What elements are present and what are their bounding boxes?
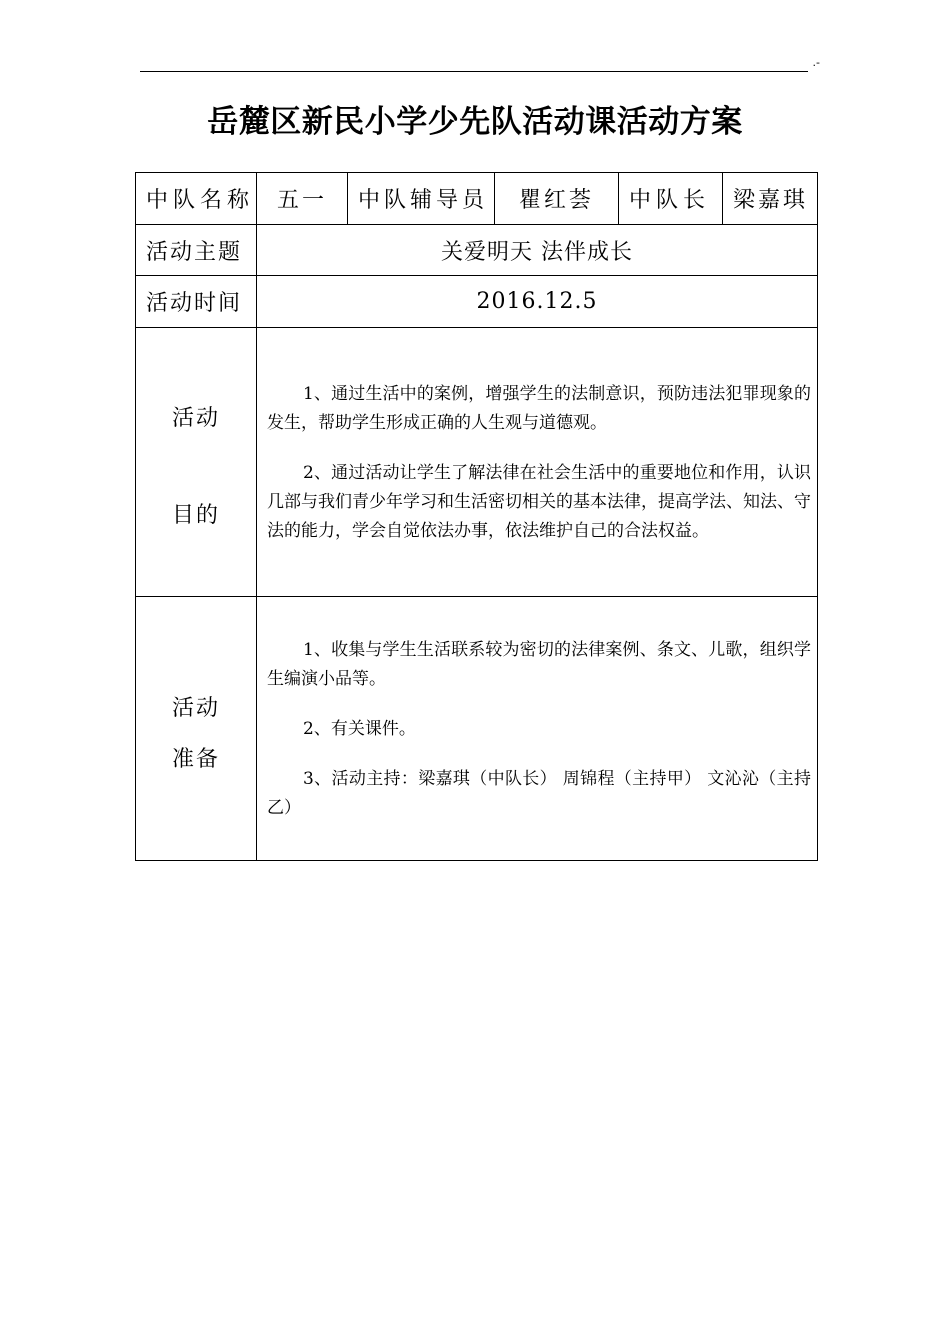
purpose-label-line1: 活动 [171,406,220,431]
table-row-time [136,276,818,328]
squad-name-label: 中队名称 [136,173,257,225]
document-title: 岳麓区新民小学少先队活动课活动方案 [207,104,743,140]
theme-value: 关爱明天 法伴成长 [257,225,818,276]
counselor-label: 中队辅导员 [348,173,495,225]
header-rule [140,71,808,72]
table-row-preparation [136,597,818,861]
purpose-label [136,328,257,597]
table-row-squad-info [136,173,818,225]
preparation-paragraph-2: 2、有关课件。 [303,719,416,739]
counselor-value: 瞿红荟 [495,173,619,225]
time-value: 2016.12.5 [257,276,818,328]
squad-name-value: 五一 [257,173,348,225]
header-mark: .- [812,56,820,69]
captain-label: 中队长 [619,173,723,225]
table-row-purpose [136,328,818,597]
preparation-label [136,597,257,861]
purpose-paragraph-2: 2、通过活动让学生了解法律在社会生活中的重要地位和作用，认识几部与我们青少年学习和生活密切相关的基本法律，提高学法、知法、守法的能力，学会自觉依法办事，依法维护自己的合法权益。 [267,463,811,541]
activity-plan-table [135,172,818,861]
purpose-label-line2: 目的 [171,503,220,528]
theme-label: 活动主题 [136,225,257,276]
captain-value: 梁嘉琪 [723,173,818,225]
preparation-paragraph-3: 3、活动主持：梁嘉琪（中队长） 周锦程（主持甲） 文沁沁（主持乙） [267,769,811,818]
preparation-label-line2: 准备 [171,746,220,772]
preparation-label-line1: 活动 [171,695,220,721]
purpose-paragraph-1: 1、通过生活中的案例，增强学生的法制意识，预防违法犯罪现象的发生，帮助学生形成正确的人生观与道德观。 [267,384,811,433]
preparation-paragraph-1: 1、收集与学生生活联系较为密切的法律案例、条文、儿歌，组织学生编演小品等。 [267,640,811,689]
table-row-theme [136,225,818,276]
purpose-content [257,328,818,597]
time-label: 活动时间 [136,276,257,328]
preparation-content [257,597,818,861]
